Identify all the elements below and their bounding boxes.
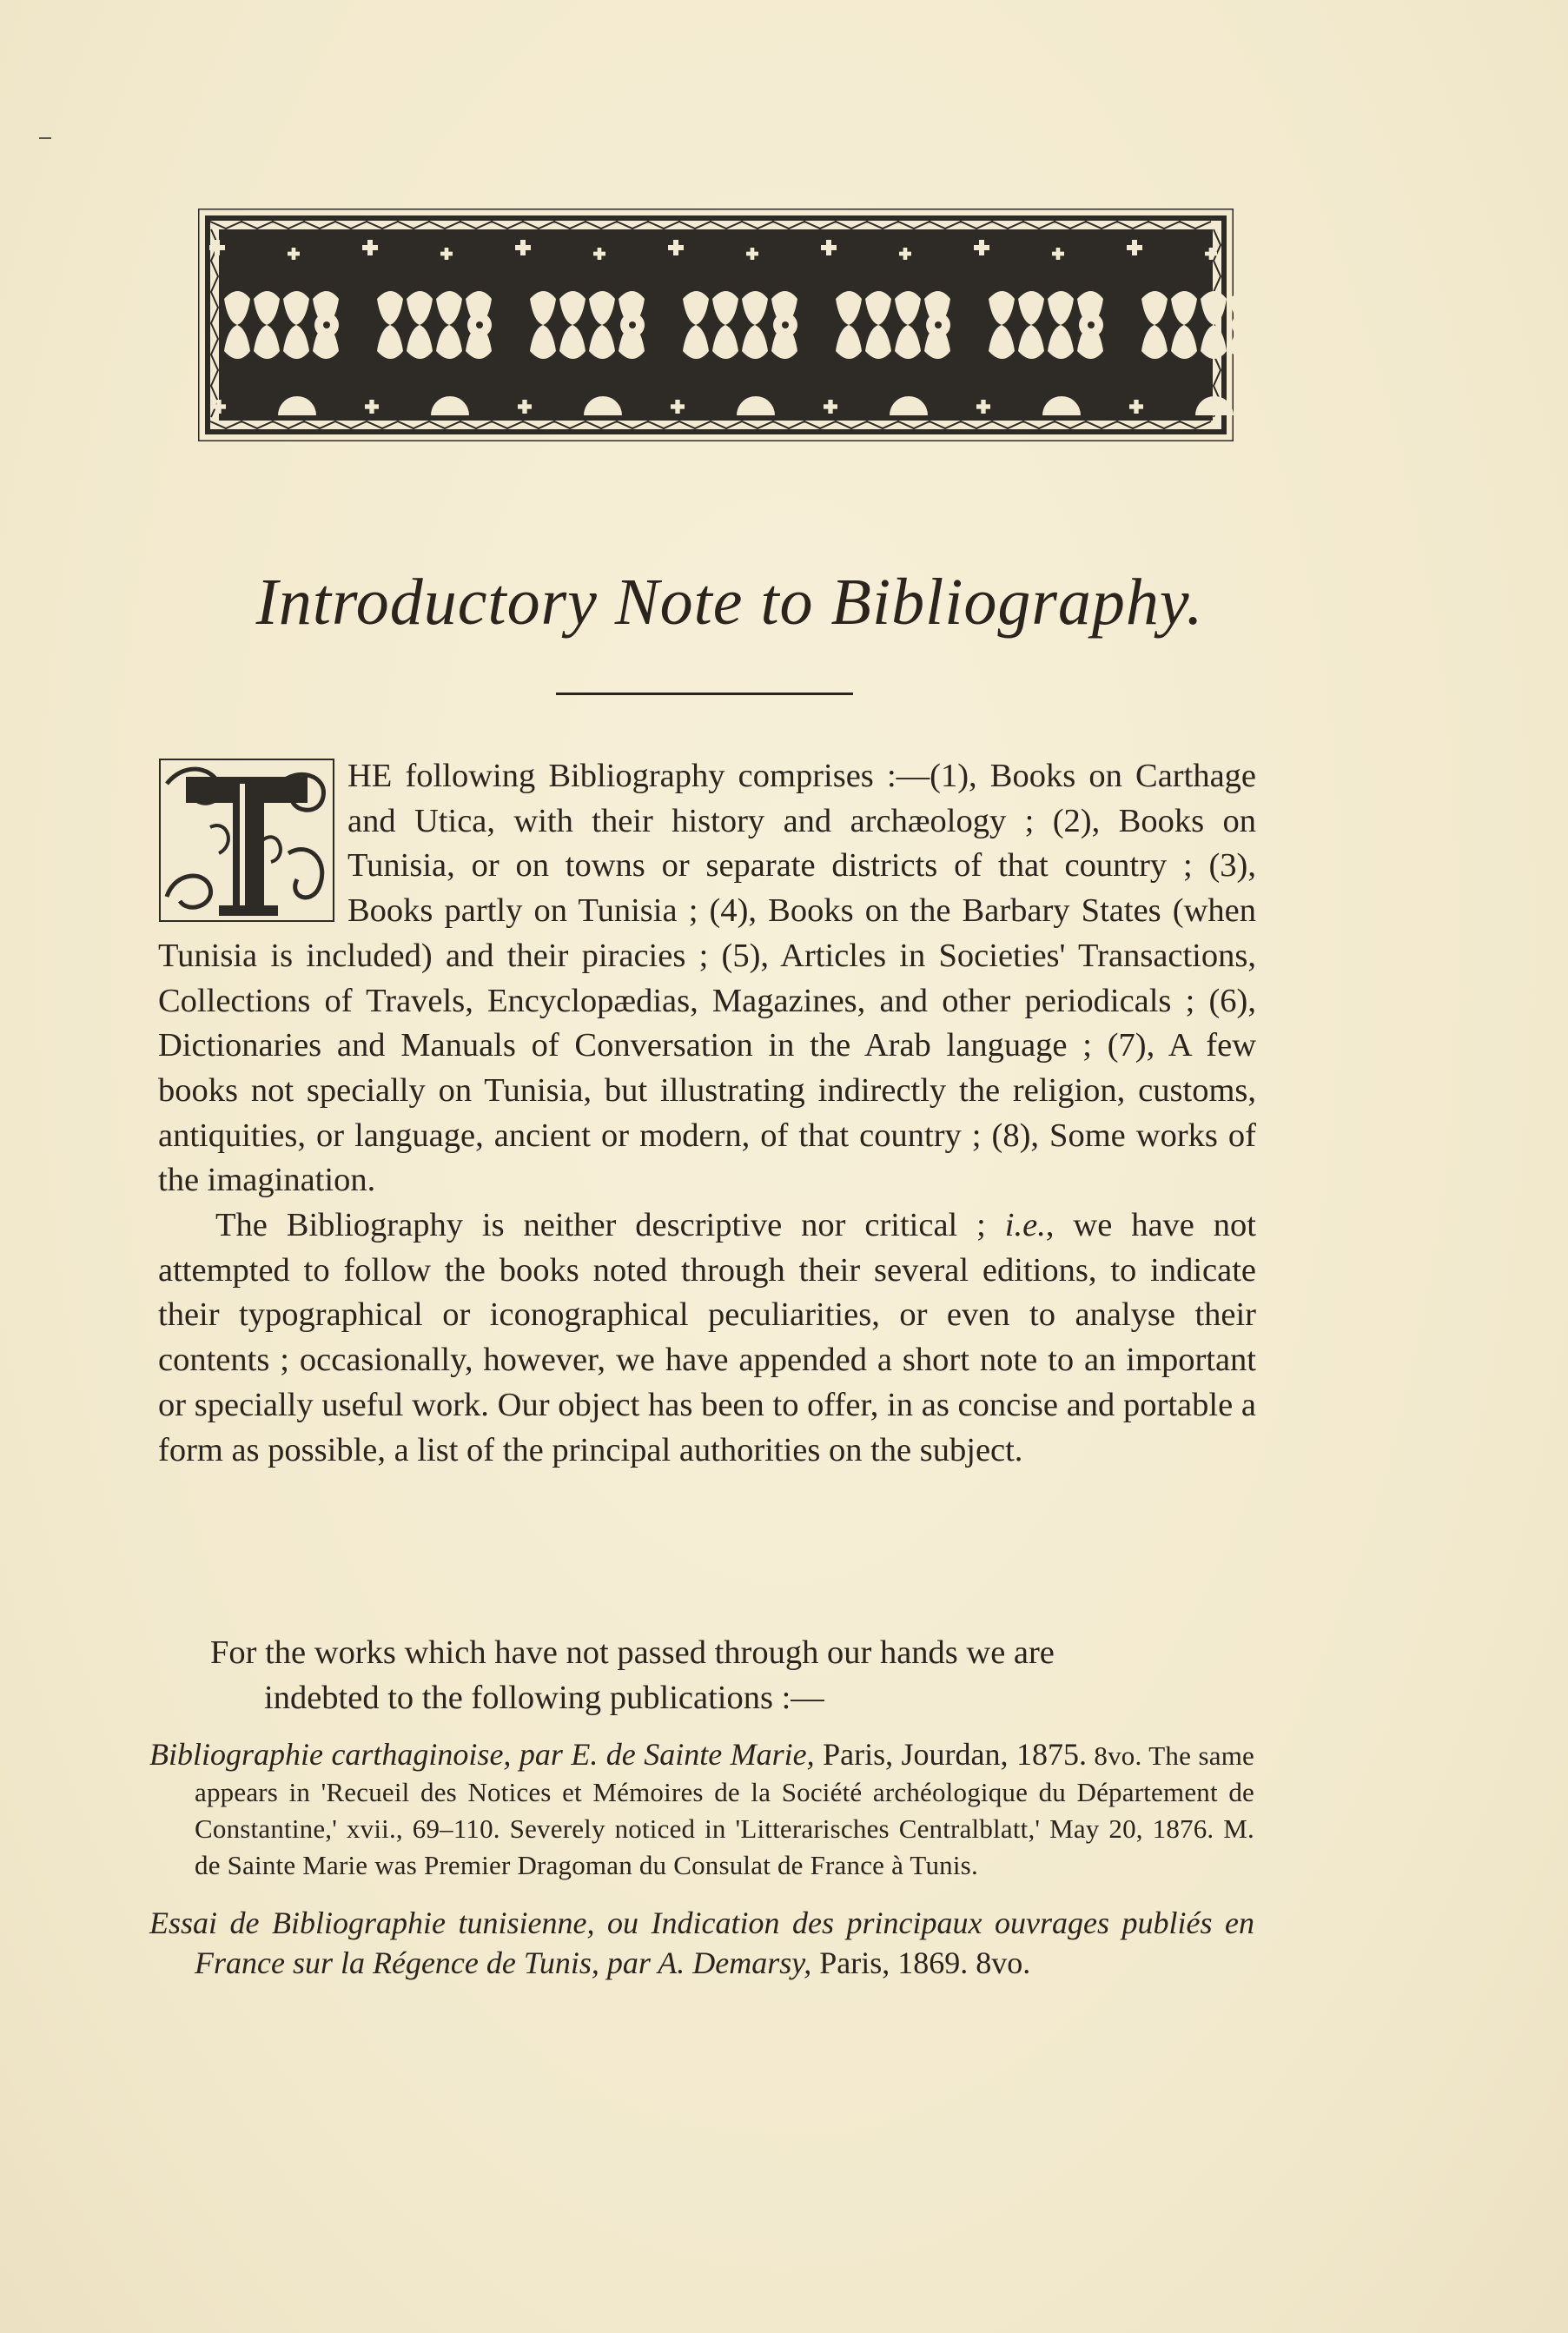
paragraph-1: HE following Bibliography comprises :—(1), Books on Carthage and Utica, with their history and archæology ; (2), Books on Tunisia, or on towns or separate districts of that country ; (3), Books partly on Tunisia ; (4), Books on the Barbary States (when Tunisia is included) and their piracies ; (5), Articles in Societies' Transactions, Collections of Travels, Encyclopædias, Magazines, and other periodicals ; (6), Dictionaries and Manuals of Conversation in the Arab language ; (7), A few books not specially on Tunisia, but illustrating indirectly the religion, customs, antiquities, or language, ancient or modern, of that country ; (8), Some works of the imagination. — [158, 758, 1256, 1199]
decorated-initial-t — [158, 758, 335, 923]
reference-entry: Bibliographie carthaginoise, par E. de Sainte Marie, Paris, Jourdan, 1875. 8vo. The same appears in 'Recueil des Notices et Mémoires de la Société archéologique du Département de Constantine,' xvii., 69–110. Severely noticed in 'Litterarisches Centralblatt,' May 20, 1876. M. de Sainte Marie was Premier Dragoman du Consulat de France à Tunis. — [149, 1737, 1254, 1880]
page-title: Introductory Note to Bibliography. — [255, 566, 1204, 639]
margin-mark — [39, 137, 51, 139]
title-rule — [556, 693, 853, 695]
paragraph-3: For the works which have not passed through our hands we are indebted to the following publications :— — [210, 1634, 1055, 1716]
reference-list — [149, 1734, 1254, 2002]
paragraph-2: The Bibliography is neither descriptive nor critical ; i.e., we have not attempted to follow the books noted through their several editions, to indicate their typographical or iconographical peculiarities, or even to analyse their contents ; occasionally, however, we have appended a short note to an important or specially useful work. Our object has been to offer, in as concise and portable a form as possible, a list of the principal authorities on the subject. — [158, 1207, 1257, 1468]
reference-entry: Essai de Bibliographie tunisienne, ou Indication des principaux ouvrages publiés en France sur la Régence de Tunis, par A. Demarsy, Paris, 1869. 8vo. — [149, 1906, 1254, 1980]
ornamental-headpiece — [198, 209, 1234, 441]
body-text — [158, 754, 1256, 1473]
